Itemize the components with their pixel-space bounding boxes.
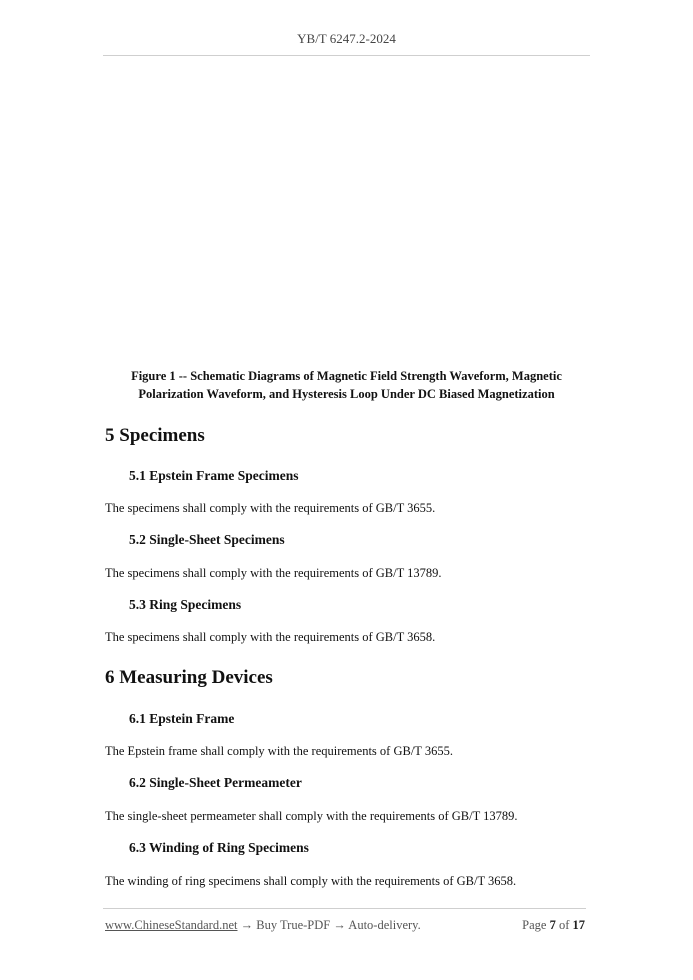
section-5-2-text: The specimens shall comply with the requirements of GB/T 13789. xyxy=(105,566,442,580)
section-5-1-text: The specimens shall comply with the requirements of GB/T 3655. xyxy=(105,501,436,515)
of-label: of xyxy=(558,918,570,932)
section-6-2-text: The single-sheet permeameter shall comply with the requirements of GB/T 13789. xyxy=(105,809,518,823)
footer-divider xyxy=(103,908,586,909)
figure-caption xyxy=(103,367,590,403)
website-link[interactable]: www.ChineseStandard.net xyxy=(105,918,238,932)
current-page-number: 7 xyxy=(549,918,556,932)
figure-caption-line-1: Figure 1 -- Schematic Diagrams of Magnetic Field Strength Waveform, Magnetic xyxy=(131,369,562,383)
header-divider xyxy=(103,55,590,56)
total-page-count: 17 xyxy=(572,918,585,932)
section-5-3-text: The specimens shall comply with the requirements of GB/T 3658. xyxy=(105,630,436,644)
footer-tagline: → Buy True-PDF → Auto-delivery. xyxy=(237,918,421,932)
document-header: YB/T 6247.2-2024 xyxy=(297,31,396,46)
section-6-heading: 6 Measuring Devices xyxy=(105,667,273,688)
section-6-2-heading: 6.2 Single-Sheet Permeameter xyxy=(129,775,302,790)
section-5-1-heading: 5.1 Epstein Frame Specimens xyxy=(129,468,299,483)
section-6-1-heading: 6.1 Epstein Frame xyxy=(129,711,235,726)
section-6-3-text: The winding of ring specimens shall comply with the requirements of GB/T 3658. xyxy=(105,874,517,888)
section-5-2-heading: 5.2 Single-Sheet Specimens xyxy=(129,532,285,547)
section-5-heading: 5 Specimens xyxy=(105,425,205,446)
footer-promo xyxy=(105,918,421,933)
page-label: Page xyxy=(522,918,547,932)
page-indicator xyxy=(522,918,585,933)
section-5-3-heading: 5.3 Ring Specimens xyxy=(129,597,242,612)
figure-caption-line-2: Polarization Waveform, and Hysteresis Loop Under DC Biased Magnetization xyxy=(138,387,555,401)
section-6-1-text: The Epstein frame shall comply with the requirements of GB/T 3655. xyxy=(105,744,453,758)
section-6-3-heading: 6.3 Winding of Ring Specimens xyxy=(129,840,309,855)
